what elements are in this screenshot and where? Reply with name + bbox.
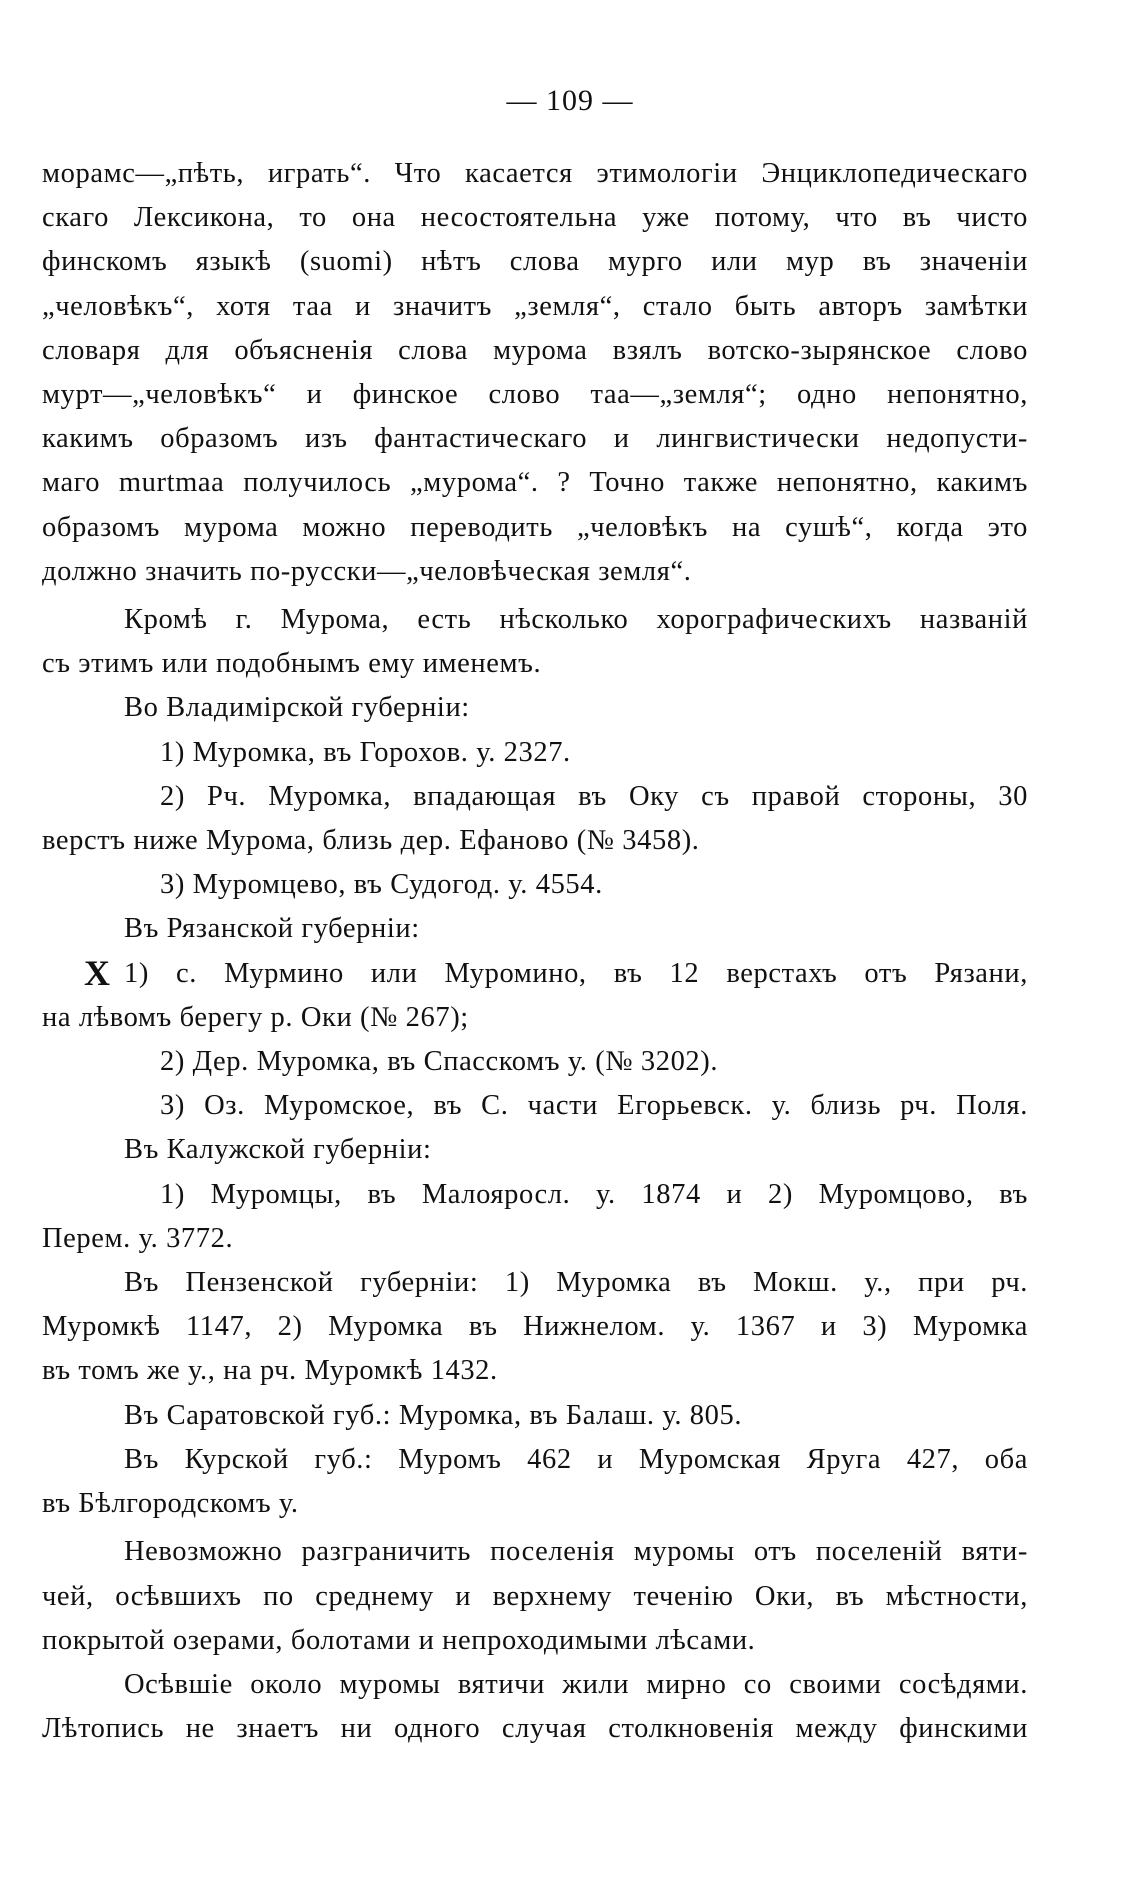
text-line: 2) Дер. Муромка, въ Спасскомъ у. (№ 3202). xyxy=(160,1046,719,1078)
text-line: Въ Калужской губерніи: xyxy=(124,1134,432,1166)
text-line: словаря для объясненія слова мурома взялъ вотско-зырянское слово xyxy=(42,334,1028,366)
text-line: Во Владимірской губерніи: xyxy=(124,692,470,724)
text-line: Муромкѣ 1147, 2) Муромка въ Нижнелом. у. 1367 и 3) Муромка xyxy=(42,1311,1028,1343)
text-line: покрытой озерами, болотами и непроходимыми лѣсами. xyxy=(42,1624,756,1656)
text-line: мурт—„человѣкъ“ и финское слово таа—„земля“; одно непонятно, xyxy=(42,379,1028,411)
text-line: 3) Муромцево, въ Судогод. у. 4554. xyxy=(160,869,603,901)
body-text xyxy=(42,152,1028,1751)
text-line: Лѣтопись не знаетъ ни одного случая столкновенія между финскими xyxy=(42,1713,1028,1745)
text-line: морамс—„пѣть, играть“. Что касается этимологіи Энциклопедическаго xyxy=(42,158,1028,189)
text-line: въ Бѣлгородскомъ у. xyxy=(42,1488,299,1520)
text-line: 1) Муромцы, въ Малояросл. у. 1874 и 2) Муромцово, въ xyxy=(160,1178,1028,1210)
text-line: Въ Курской губ.: Муромъ 462 и Муромская Яруга 427, оба xyxy=(124,1443,1028,1475)
handwritten-x-mark: X xyxy=(84,952,111,993)
text-line: Кромѣ г. Мурома, есть нѣсколько хорографическихъ названій xyxy=(124,604,1028,636)
text-line: финскомъ языкѣ (suomi) нѣтъ слова мурго или мур въ значеніи xyxy=(42,246,1028,278)
text-line: маго murtmaa получилось „мурома“. ? Точно также непонятно, какимъ xyxy=(42,467,1028,499)
text-line: должно значить по-русски—„человѣческая земля“. xyxy=(42,555,692,587)
text-line: 2) Рч. Муромка, впадающая въ Оку съ правой стороны, 30 xyxy=(160,780,1028,812)
text-line: Въ Пензенской губерніи: 1) Муромка въ Мокш. у., при рч. xyxy=(124,1267,1028,1299)
text-line: Въ Рязанской губерніи: xyxy=(124,913,420,945)
text-line: Невозможно разграничить поселенія муромы отъ поселеній вяти- xyxy=(124,1536,1028,1568)
page-number: — 109 — xyxy=(506,84,634,117)
text-line: Перем. у. 3772. xyxy=(42,1222,234,1254)
text-line: какимъ образомъ изъ фантастическаго и лингвистически недопусти- xyxy=(42,423,1028,455)
text-line: чей, осѣвшихъ по среднему и верхнему теченію Оки, въ мѣстности, xyxy=(42,1580,1028,1612)
text-line xyxy=(42,952,1028,996)
text-line: образомъ мурома можно переводить „человѣкъ на сушѣ“, когда это xyxy=(42,511,1028,543)
text-line: съ этимъ или подобнымъ ему именемъ. xyxy=(42,648,542,680)
text-line: скаго Лексикона, то она несостоятельна уже потому, что въ чисто xyxy=(42,202,1028,234)
text-line: верстъ ниже Мурома, близь дер. Ефаново (№ 3458). xyxy=(42,825,700,857)
text-line: Въ Саратовской губ.: Муромка, въ Балаш. у. 805. xyxy=(124,1399,743,1431)
text-line-content: 1) с. Мурмино или Муромино, въ 12 верстахъ отъ Рязани, xyxy=(124,957,1028,989)
text-line: Осѣвшіе около муромы вятичи жили мирно со своими сосѣдями. xyxy=(124,1668,1028,1700)
text-line: „человѣкъ“, хотя таа и значитъ „земля“, стало быть авторъ замѣтки xyxy=(42,290,1028,322)
text-line: на лѣвомъ берегу р. Оки (№ 267); xyxy=(42,1001,469,1033)
text-line: 3) Оз. Муромское, въ С. части Егорьевск. у. близь рч. Поля. xyxy=(160,1090,1028,1122)
text-line: 1) Муромка, въ Горохов. у. 2327. xyxy=(160,736,571,768)
text-line: въ томъ же у., на рч. Муромкѣ 1432. xyxy=(42,1355,498,1387)
